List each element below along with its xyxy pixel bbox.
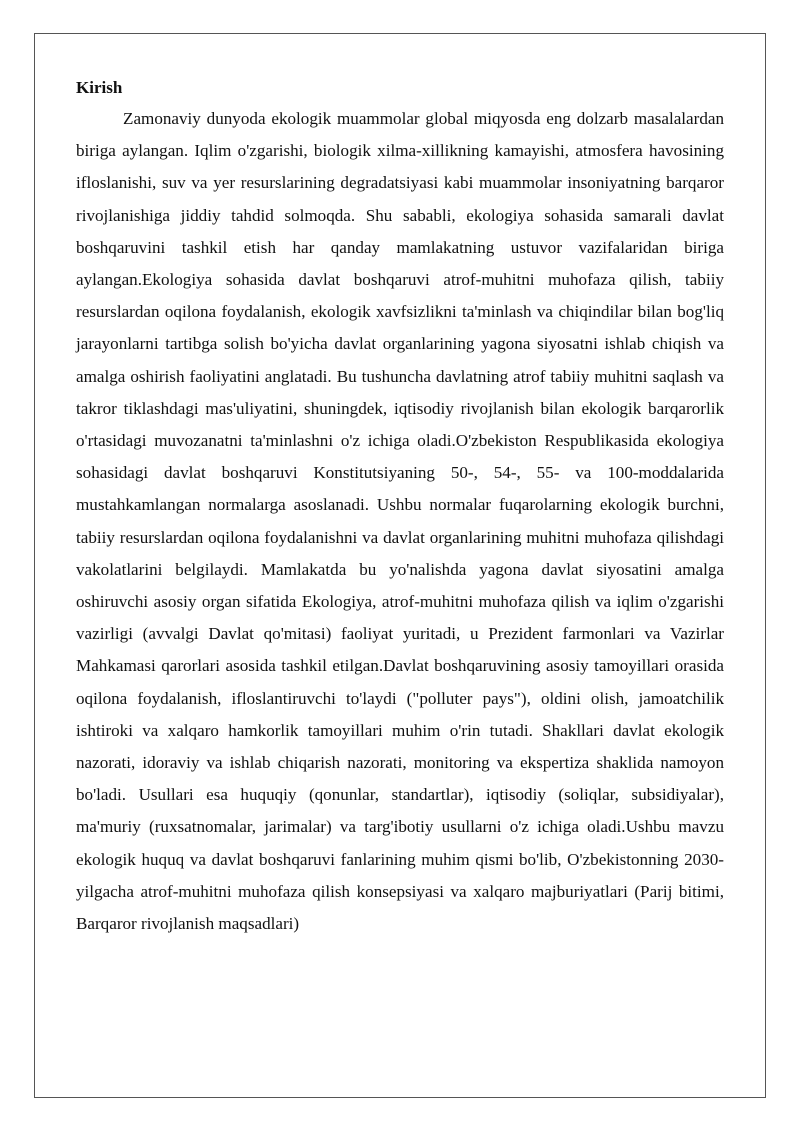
section-heading: Kirish xyxy=(76,78,123,97)
document-content xyxy=(76,73,724,940)
body-paragraph: Zamonaviy dunyoda ekologik muammolar global miqyosda eng dolzarb masalalardan biriga aylangan. Iqlim o'zgarishi, biologik xilma-xillikning kamayishi, atmosfera havosining ifloslanishi, suv va yer resurslarining degradatsiyasi kabi muammolar insoniyatning barqaror rivojlanishiga jiddiy tahdid solmoqda. Shu sababli, ekologiya sohasida samarali davlat boshqaruvini tashkil etish har qanday mamlakatning ustuvor vazifalaridan biriga aylangan.Ekologiya sohasida davlat boshqaruvi atrof-muhitni muhofaza qilish, tabiiy resurslardan oqilona foydalanish, ekologik xavfsizlikni ta'minlash va chiqindilar bilan bog'liq jarayonlarni tartibga solish bo'yicha davlat organlarining yagona siyosatni ishlab chiqish va amalga oshirish faoliyatini anglatadi. Bu tushuncha davlatning atrof tabiiy muhitni saqlash va takror tiklashdagi mas'uliyatini, shuningdek, iqtisodiy rivojlanish bilan ekologik barqarorlik o'rtasidagi muvozanatni ta'minlashni o'z ichiga oladi.O'zbekiston Respublikasida ekologiya sohasidagi davlat boshqaruvi Konstitutsiyaning 50-, 54-, 55- va 100-moddalarida mustahkamlangan normalarga asoslanadi. Ushbu normalar fuqarolarning ekologik burchni, tabiiy resurslardan oqilona foydalanishni va davlat organlarining muhitni muhofaza qilishdagi vakolatlarini belgilaydi. Mamlakatda bu yo'nalishda yagona davlat siyosatini amalga oshiruvchi asosiy organ sifatida Ekologiya, atrof-muhitni muhofaza qilish va iqlim o'zgarishi vazirligi (avvalgi Davlat qo'mitasi) faoliyat yuritadi, u Prezident farmonlari va Vazirlar Mahkamasi qarorlari asosida tashkil etilgan.Davlat boshqaruvining asosiy tamoyillari orasida oqilona foydalanish, ifloslantiruvchi to'laydi ("polluter pays"), oldini olish, jamoatchilik ishtiroki va xalqaro hamkorlik tamoyillari muhim o'rin tutadi. Shakllari davlat ekologik nazorati, idoraviy va ishlab chiqarish nazorati, monitoring va ekspertiza shaklida namoyon bo'ladi. Usullari esa huquqiy (qonunlar, standartlar), iqtisodiy (soliqlar, subsidiyalar), ma'muriy (ruxsatnomalar, jarimalar) va targ'ibotiy usullarni o'z ichiga oladi.Ushbu mavzu ekologik huquq va davlat boshqaruvi fanlarining muhim qismi bo'lib, O'zbekistonning 2030-yilgacha atrof-muhitni muhofaza qilish konsepsiyasi va xalqaro majburiyatlari (Parij bitimi, Barqaror rivojlanish maqsadlari) xyxy=(76,109,724,934)
